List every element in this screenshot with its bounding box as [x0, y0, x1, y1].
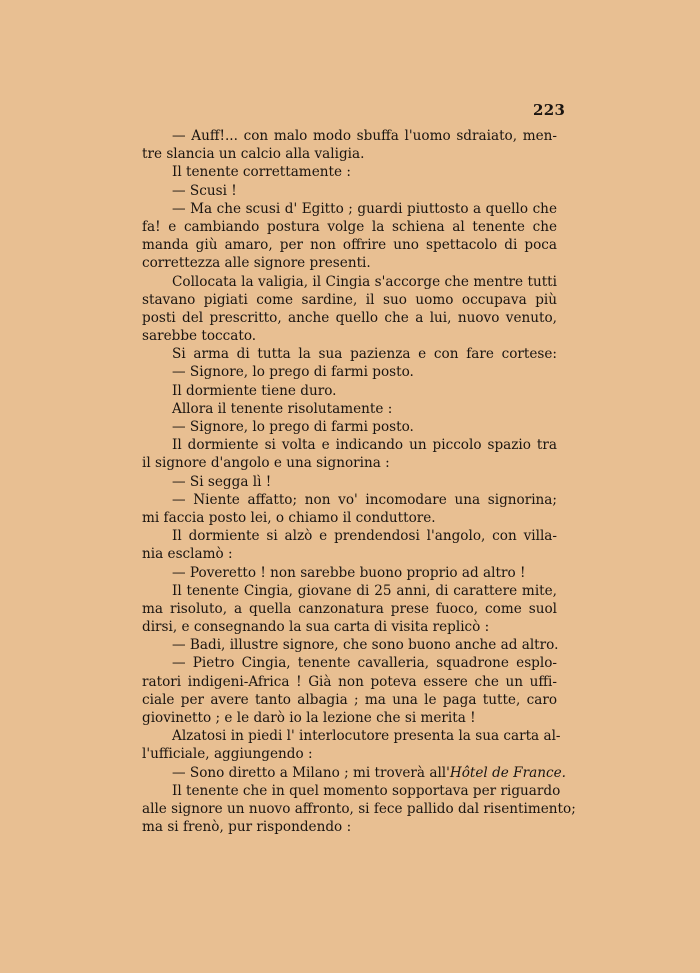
- text-line: [142, 218, 557, 236]
- text-line: [142, 145, 557, 163]
- text-line-content: Il dormiente si volta e indicando un piccolo spazio tra: [172, 437, 557, 454]
- text-line-content: sarebbe toccato.: [142, 328, 257, 345]
- text-line-content: alle signore un nuovo affronto, si fece pallido dal risentimento;: [142, 800, 576, 817]
- text-line-content: manda giù amaro, per non offrire uno spettacolo di poca: [142, 237, 557, 254]
- text-line-content: Il tenente Cingia, giovane di 25 anni, di carattere mite,: [172, 582, 557, 599]
- text-line-content: nia esclamò :: [142, 546, 233, 563]
- text-line: [142, 363, 557, 381]
- text-line: [142, 345, 557, 363]
- text-line-content: — Signore, lo prego di farmi posto.: [172, 419, 414, 435]
- text-line: [142, 600, 557, 618]
- text-line-content: ma risoluto, a quella canzonatura prese fuoco, come suol: [142, 600, 557, 617]
- text-line: [142, 509, 557, 527]
- text-line-content: — Pietro Cingia, tenente cavalleria, squadrone esplo-: [172, 655, 557, 672]
- text-line-content: Il dormiente si alzò e prendendosi l'angolo, con villa-: [172, 528, 557, 545]
- text-line-content: — Badi, illustre signore, che sono buono anche ad altro.: [172, 637, 559, 654]
- text-line-content: Il tenente che in quel momento sopportava per riguardo: [172, 782, 561, 799]
- text-line: [142, 291, 557, 309]
- text-line: [142, 564, 557, 582]
- text-line-content: — Auff!... con malo modo sbuffa l'uomo sdraiato, men-: [172, 128, 557, 144]
- text-line: [142, 400, 557, 418]
- text-line: [142, 727, 561, 745]
- text-line-content: il signore d'angolo e una signorina :: [142, 455, 390, 472]
- text-line-content: Collocata la valigia, il Cingia s'accorge che mentre tutti: [172, 273, 557, 290]
- text-line: [142, 527, 557, 545]
- text-line-content: — Signore, lo prego di farmi posto.: [172, 364, 414, 381]
- text-line: [142, 182, 557, 200]
- text-line-content: Si arma di tutta la sua pazienza e con fare cortese:: [172, 346, 557, 363]
- text-line-content: l'ufficiale, aggiungendo :: [142, 746, 313, 763]
- text-line: [142, 800, 576, 818]
- text-line-content: Il tenente correttamente :: [172, 164, 351, 181]
- text-line: [142, 200, 557, 218]
- text-line-content: — Poveretto ! non sarebbe buono proprio ad altro !: [172, 564, 526, 581]
- text-line: [142, 545, 557, 563]
- text-line: [142, 127, 557, 145]
- text-line: [142, 709, 557, 727]
- text-line-content: Alzatosi in piedi l' interlocutore presenta la sua carta al-: [172, 728, 561, 745]
- text-line-content: correttezza alle signore presenti.: [142, 255, 371, 272]
- text-line: [142, 582, 557, 600]
- text-line: [142, 473, 557, 491]
- text-line: [142, 782, 561, 800]
- text-line: [142, 163, 557, 181]
- text-line-content: ma si frenò, pur rispondendo :: [142, 819, 352, 836]
- body-text: [142, 127, 576, 836]
- text-line: [142, 764, 566, 782]
- text-line-content: ciale per avere tanto albagia ; ma una le paga tutte, caro: [142, 691, 557, 708]
- text-line: [142, 309, 557, 327]
- text-line: [142, 745, 557, 763]
- page-number: 223: [533, 101, 566, 119]
- text-line: [142, 254, 557, 272]
- text-line-content: tre slancia un calcio alla valigia.: [142, 146, 365, 163]
- text-line: [142, 491, 557, 509]
- text-line-content: mi faccia posto lei, o chiamo il conduttore.: [142, 509, 436, 526]
- italic-text: Hôtel de France.: [449, 764, 566, 781]
- text-line-content: fa! e cambiando postura volge la schiena al tenente che: [142, 218, 557, 235]
- text-line-content: — Ma che scusi d' Egitto ; guardi piuttosto a quello che: [172, 200, 557, 217]
- text-line-content: Allora il tenente risolutamente :: [172, 400, 393, 417]
- text-line: [142, 636, 557, 654]
- text-line: [142, 818, 557, 836]
- text-line: [142, 418, 557, 436]
- text-line-content: ratori indigeni-Africa ! Già non poteva essere che un uffi-: [142, 673, 557, 690]
- text-line: [142, 654, 557, 672]
- text-line: [142, 691, 557, 709]
- text-line: [142, 382, 557, 400]
- text-line: [142, 236, 557, 254]
- text-line-content: stavano pigiati come sardine, il suo uomo occupava più: [142, 291, 557, 308]
- text-line-content: posti del prescritto, anche quello che a lui, nuovo venuto,: [142, 309, 557, 326]
- text-line-content: Il dormiente tiene duro.: [172, 382, 337, 399]
- text-line: [142, 673, 557, 691]
- text-line-content: — Scusi !: [172, 182, 237, 199]
- text-line: [142, 436, 557, 454]
- text-line: [142, 454, 557, 472]
- text-line: [142, 327, 557, 345]
- text-line-content: dirsi, e consegnando la sua carta di visita replicò :: [142, 619, 490, 636]
- text-line-content: — Sono diretto a Milano ; mi troverà all': [172, 764, 450, 781]
- text-line-content: — Niente affatto; non vo' incomodare una signorina;: [172, 491, 557, 508]
- text-line: [142, 618, 557, 636]
- text-line-content: giovinetto ; e le darò io la lezione che si merita !: [142, 710, 476, 726]
- text-line: [142, 273, 557, 291]
- text-line-content: — Si segga lì !: [172, 473, 272, 490]
